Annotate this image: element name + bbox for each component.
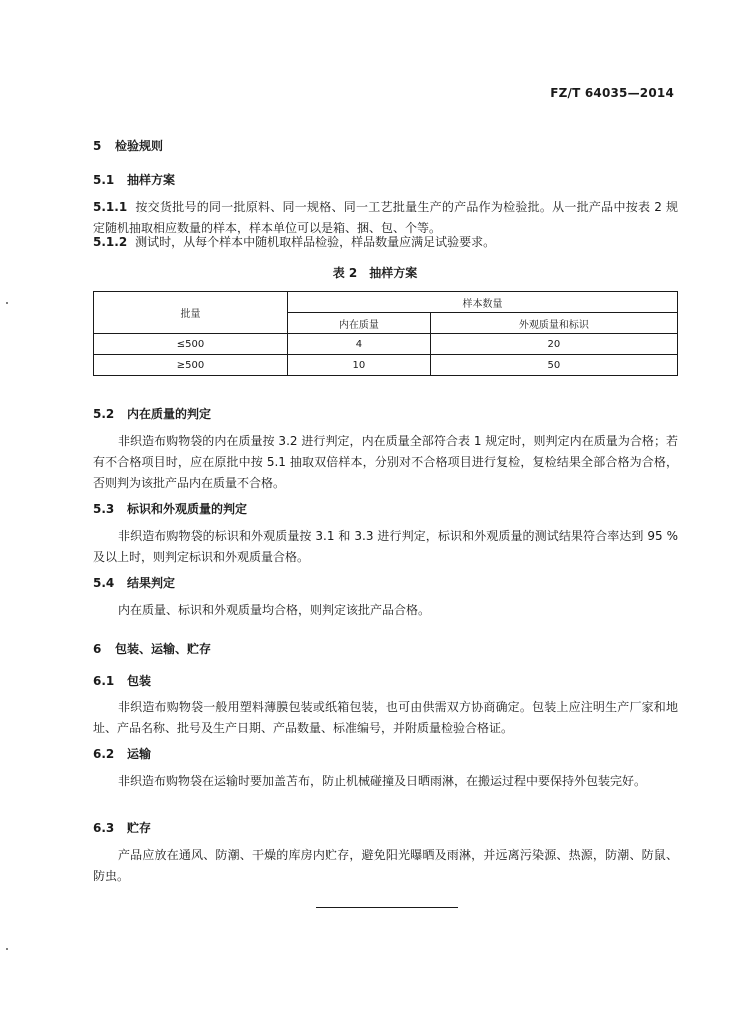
section-5-3-text: 非织造布购物袋的标识和外观质量按 3.1 和 3.3 进行判定，标识和外观质量的测试结果符合率达到 95 % 及以上时，则判定标识和外观质量合格。 [93,529,678,564]
section-6-2-heading: 6.2 运输 [93,747,152,761]
section-6-2-text: 非织造布购物袋在运输时要加盖苫布，防止机械碰撞及日晒雨淋，在搬运过程中要保持外包装完好。 [118,774,647,788]
section-6-heading: 6 包装、运输、贮存 [93,642,212,656]
section-5-heading: 5 检验规则 [93,139,164,153]
clause-5-1-2: 5.1.2 测试时，从每个样本中随机取样品检验，样品数量应满足试验要求。 [93,235,496,249]
section-5-2-heading: 5.2 内在质量的判定 [93,407,212,421]
sampling-table [93,291,678,376]
table-row [94,334,678,355]
clause-5-1-1: 5.1.1 按交货批号的同一批原料、同一规格、同一工艺批量生产的产品作为检验批。从一批产品中按表 2 规定随机抽取相应数量的样本，样本单位可以是箱、捆、包、个等。 [93,200,678,235]
section-5-2-text: 非织造布购物袋的内在质量按 3.2 进行判定，内在质量全部符合表 1 规定时，则判定内在质量为合格；若有不合格项目时，应在原批中按 5.1 抽取双倍样本，分别对不合格项目进行复检，复检结果全部合格为合格，否则判为该批产品内在质量不合格。 [93,434,678,490]
end-rule [316,907,458,908]
section-6-3-heading: 6.3 贮存 [93,821,152,835]
section-5-4-heading: 5.4 结果判定 [93,576,176,590]
table-row [94,355,678,376]
appearance-header: 外观质量和标识 [430,313,677,334]
table-2-caption: 表 2 抽样方案 [332,266,418,280]
scan-speck [6,302,8,304]
section-6-1-heading: 6.1 包装 [93,674,152,688]
appearance-cell: 50 [430,355,677,376]
scan-speck [6,948,8,950]
lot-cell: ≤500 [94,334,288,355]
sample-count-header: 样本数量 [288,292,678,313]
internal-cell: 10 [288,355,431,376]
section-5-4-text: 内在质量、标识和外观质量均合格，则判定该批产品合格。 [118,603,431,617]
lot-header: 批量 [94,292,288,334]
standard-code: FZ/T 64035—2014 [550,86,674,100]
section-5-3-heading: 5.3 标识和外观质量的判定 [93,502,248,516]
internal-cell: 4 [288,334,431,355]
section-6-3-text: 产品应放在通风、防潮、干燥的库房内贮存，避免阳光曝晒及雨淋，并远离污染源、热源，防潮、防鼠、防虫。 [93,848,678,883]
section-5-1-heading: 5.1 抽样方案 [93,173,176,187]
lot-cell: ≥500 [94,355,288,376]
section-6-1-text: 非织造布购物袋一般用塑料薄膜包装或纸箱包装，也可由供需双方协商确定。包装上应注明生产厂家和地址、产品名称、批号及生产日期、产品数量、标准编号，并附质量检验合格证。 [93,700,678,735]
appearance-cell: 20 [430,334,677,355]
internal-quality-header: 内在质量 [288,313,431,334]
